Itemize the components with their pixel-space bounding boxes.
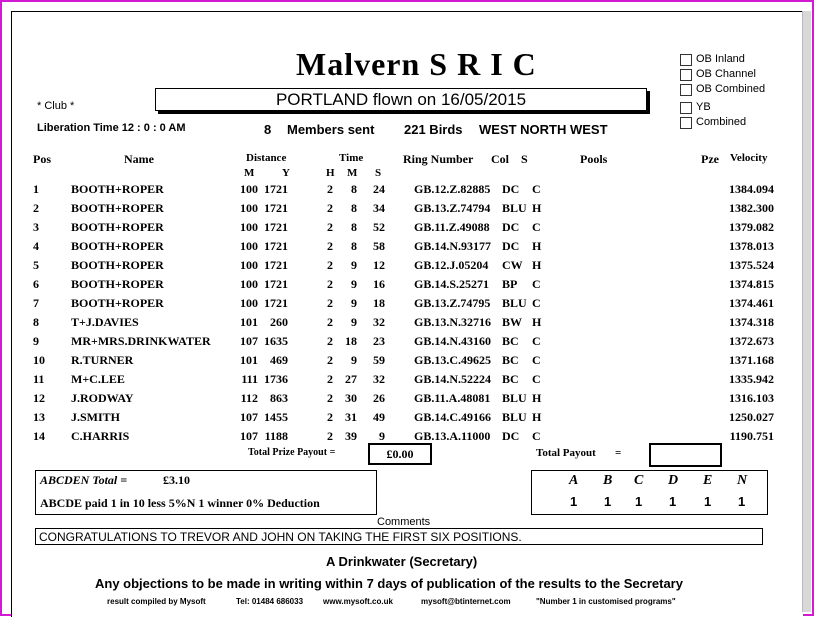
cell-colour: BC bbox=[502, 372, 519, 386]
cell-colour: BC bbox=[502, 353, 519, 367]
cell-pos: 3 bbox=[33, 220, 39, 234]
table-row bbox=[0, 372, 800, 391]
cell-ring-number: GB.12.Z.82885 bbox=[414, 182, 491, 196]
cell-distance-yards: 1721 bbox=[264, 296, 288, 310]
cell-distance-yards: 1635 bbox=[264, 334, 288, 348]
cell-name: BOOTH+ROPER bbox=[71, 296, 164, 310]
cell-pos: 7 bbox=[33, 296, 39, 310]
cell-pos: 11 bbox=[33, 372, 45, 386]
cell-colour: BLU bbox=[502, 201, 527, 215]
cell-time-minutes: 27 bbox=[345, 372, 357, 386]
cell-sex: C bbox=[532, 429, 541, 443]
cell-time-hours: 2 bbox=[327, 372, 333, 386]
cell-time-minutes: 9 bbox=[351, 315, 357, 329]
header-dist-y: Y bbox=[282, 167, 290, 179]
cell-time-hours: 2 bbox=[327, 315, 333, 329]
cell-distance-miles: 100 bbox=[240, 277, 258, 291]
option-checkbox[interactable] bbox=[680, 54, 692, 66]
cell-colour: DC bbox=[502, 239, 520, 253]
cell-ring-number: GB.14.N.52224 bbox=[414, 372, 492, 386]
header-prize: Pze bbox=[701, 152, 719, 166]
cell-name: BOOTH+ROPER bbox=[71, 182, 164, 196]
cell-pos: 13 bbox=[33, 410, 45, 424]
header-time-h: H bbox=[326, 167, 335, 179]
cell-pos: 9 bbox=[33, 334, 39, 348]
cell-time-hours: 2 bbox=[327, 296, 333, 310]
cell-ring-number: GB.11.A.48081 bbox=[414, 391, 491, 405]
cell-distance-yards: 1736 bbox=[264, 372, 288, 386]
cell-sex: C bbox=[532, 220, 541, 234]
cell-sex: H bbox=[532, 239, 542, 253]
option-label: Combined bbox=[696, 116, 747, 128]
cell-distance-miles: 112 bbox=[240, 391, 258, 405]
cell-velocity: 1190.751 bbox=[729, 429, 774, 443]
cell-sex: H bbox=[532, 391, 542, 405]
cell-name: BOOTH+ROPER bbox=[71, 239, 164, 253]
secretary-name: A Drinkwater (Secretary) bbox=[326, 554, 478, 569]
cell-time-hours: 2 bbox=[327, 429, 333, 443]
cell-distance-miles: 101 bbox=[240, 353, 258, 367]
club-label: * Club * bbox=[37, 100, 75, 112]
abcden-paid-text: ABCDE paid 1 in 10 less 5%N 1 winner 0% Deduction bbox=[40, 496, 320, 510]
cell-time-minutes: 9 bbox=[351, 353, 357, 367]
cell-sex: C bbox=[532, 182, 541, 196]
total-payout-equals: = bbox=[615, 447, 622, 459]
cell-velocity: 1250.027 bbox=[729, 410, 774, 424]
cell-velocity: 1379.082 bbox=[729, 220, 774, 234]
total-payout-label: Total Payout bbox=[536, 447, 596, 459]
header-colour: Col bbox=[491, 152, 509, 166]
abcden-total-label: ABCDEN Total = bbox=[40, 473, 128, 487]
option-label: YB bbox=[696, 101, 711, 113]
cell-time-hours: 2 bbox=[327, 220, 333, 234]
cell-distance-miles: 107 bbox=[240, 410, 258, 424]
cell-name: BOOTH+ROPER bbox=[71, 201, 164, 215]
table-row bbox=[0, 277, 800, 296]
cell-distance-yards: 1721 bbox=[264, 220, 288, 234]
cell-time-seconds: 32 bbox=[373, 315, 385, 329]
cell-time-minutes: 9 bbox=[351, 296, 357, 310]
race-title: PORTLAND flown on 16/05/2015 bbox=[155, 88, 647, 111]
header-sex: S bbox=[521, 152, 528, 166]
cell-distance-miles: 100 bbox=[240, 220, 258, 234]
cell-velocity: 1378.013 bbox=[729, 239, 774, 253]
cell-pos: 5 bbox=[33, 258, 39, 272]
cell-colour: BLU bbox=[502, 410, 527, 424]
cell-sex: C bbox=[532, 277, 541, 291]
pool-letter: E bbox=[703, 473, 713, 488]
cell-velocity: 1375.524 bbox=[729, 258, 774, 272]
liberation-time: Liberation Time 12 : 0 : 0 AM bbox=[37, 122, 186, 134]
table-row bbox=[0, 220, 800, 239]
cell-time-minutes: 8 bbox=[351, 182, 357, 196]
cell-pos: 14 bbox=[33, 429, 45, 443]
header-ring-number: Ring Number bbox=[403, 152, 474, 166]
pool-letter: B bbox=[603, 473, 613, 488]
header-dist-m: M bbox=[244, 167, 255, 179]
option-checkbox[interactable] bbox=[680, 84, 692, 96]
table-row bbox=[0, 239, 800, 258]
cell-velocity: 1316.103 bbox=[729, 391, 774, 405]
cell-velocity: 1374.461 bbox=[729, 296, 774, 310]
pool-count: 1 bbox=[570, 494, 578, 509]
total-prize-value: £0.00 bbox=[368, 443, 432, 465]
table-row bbox=[0, 353, 800, 372]
cell-ring-number: GB.13.Z.74795 bbox=[414, 296, 491, 310]
cell-time-hours: 2 bbox=[327, 258, 333, 272]
header-pools: Pools bbox=[580, 152, 608, 166]
cell-pos: 1 bbox=[33, 182, 39, 196]
table-row bbox=[0, 334, 800, 353]
cell-colour: BLU bbox=[502, 296, 527, 310]
cell-ring-number: GB.14.C.49166 bbox=[414, 410, 492, 424]
cell-colour: BW bbox=[502, 315, 523, 329]
cell-name: C.HARRIS bbox=[71, 429, 130, 443]
cell-ring-number: GB.13.C.49625 bbox=[414, 353, 492, 367]
cell-sex: H bbox=[532, 258, 542, 272]
cell-name: MR+MRS.DRINKWATER bbox=[71, 334, 211, 348]
cell-distance-yards: 1721 bbox=[264, 258, 288, 272]
cell-pos: 8 bbox=[33, 315, 39, 329]
pool-letter: C bbox=[634, 473, 644, 488]
cell-time-seconds: 32 bbox=[373, 372, 385, 386]
cell-time-seconds: 52 bbox=[373, 220, 385, 234]
cell-time-seconds: 9 bbox=[379, 429, 385, 443]
table-row bbox=[0, 201, 800, 220]
cell-time-hours: 2 bbox=[327, 391, 333, 405]
cell-time-seconds: 58 bbox=[373, 239, 385, 253]
cell-pos: 4 bbox=[33, 239, 39, 253]
cell-ring-number: GB.13.A.11000 bbox=[414, 429, 491, 443]
cell-name: BOOTH+ROPER bbox=[71, 220, 164, 234]
cell-velocity: 1374.318 bbox=[729, 315, 774, 329]
cell-distance-miles: 100 bbox=[240, 239, 258, 253]
cell-pos: 12 bbox=[33, 391, 45, 405]
cell-sex: C bbox=[532, 334, 541, 348]
cell-sex: C bbox=[532, 353, 541, 367]
cell-time-hours: 2 bbox=[327, 182, 333, 196]
cell-distance-yards: 1721 bbox=[264, 182, 288, 196]
cell-time-minutes: 8 bbox=[351, 220, 357, 234]
cell-time-minutes: 31 bbox=[345, 410, 357, 424]
cell-distance-yards: 1721 bbox=[264, 201, 288, 215]
header-distance: Distance bbox=[246, 152, 287, 164]
cell-pos: 6 bbox=[33, 277, 39, 291]
cell-distance-miles: 100 bbox=[240, 296, 258, 310]
cell-time-seconds: 49 bbox=[373, 410, 385, 424]
cell-time-seconds: 16 bbox=[373, 277, 385, 291]
pool-count: 1 bbox=[604, 494, 612, 509]
pool-letter: A bbox=[569, 473, 579, 488]
cell-time-seconds: 26 bbox=[373, 391, 385, 405]
cell-name: J.RODWAY bbox=[71, 391, 134, 405]
option-checkbox[interactable] bbox=[680, 69, 692, 81]
cell-colour: CW bbox=[502, 258, 523, 272]
cell-time-minutes: 9 bbox=[351, 277, 357, 291]
cell-time-minutes: 18 bbox=[345, 334, 357, 348]
cell-time-seconds: 23 bbox=[373, 334, 385, 348]
members-label: Members sent bbox=[287, 122, 375, 137]
cell-time-minutes: 8 bbox=[351, 201, 357, 215]
cell-velocity: 1335.942 bbox=[729, 372, 774, 386]
footer-email[interactable]: mysoft@btinternet.com bbox=[421, 597, 511, 606]
club-title: Malvern S R I C bbox=[296, 46, 537, 82]
option-checkbox[interactable] bbox=[680, 117, 692, 129]
cell-distance-miles: 100 bbox=[240, 258, 258, 272]
cell-name: R.TURNER bbox=[71, 353, 134, 367]
total-payout-value bbox=[649, 443, 722, 467]
footer-compiled: result compiled by Mysoft bbox=[107, 597, 206, 606]
header-time-s: S bbox=[375, 167, 382, 179]
cell-time-minutes: 8 bbox=[351, 239, 357, 253]
footer-telephone: Tel: 01484 686033 bbox=[236, 597, 304, 606]
cell-colour: DC bbox=[502, 429, 520, 443]
pool-letter: D bbox=[668, 473, 679, 488]
cell-ring-number: GB.12.J.05204 bbox=[414, 258, 489, 272]
pool-count: 1 bbox=[669, 494, 677, 509]
cell-distance-miles: 107 bbox=[240, 429, 258, 443]
cell-colour: DC bbox=[502, 220, 520, 234]
wind-direction: WEST NORTH WEST bbox=[479, 122, 608, 137]
footer-slogan: "Number 1 in customised programs" bbox=[536, 597, 676, 606]
cell-name: J.SMITH bbox=[71, 410, 121, 424]
table-row bbox=[0, 296, 800, 315]
cell-name: M+C.LEE bbox=[71, 372, 125, 386]
header-time-m: M bbox=[347, 167, 358, 179]
cell-distance-miles: 100 bbox=[240, 182, 258, 196]
cell-time-hours: 2 bbox=[327, 410, 333, 424]
cell-colour: DC bbox=[502, 182, 520, 196]
header-name: Name bbox=[124, 152, 154, 166]
pool-count: 1 bbox=[704, 494, 712, 509]
cell-distance-yards: 1455 bbox=[264, 410, 288, 424]
table-row bbox=[0, 391, 800, 410]
header-time: Time bbox=[339, 152, 364, 164]
cell-ring-number: GB.13.N.32716 bbox=[414, 315, 492, 329]
cell-colour: BP bbox=[502, 277, 518, 291]
cell-time-hours: 2 bbox=[327, 353, 333, 367]
cell-time-seconds: 59 bbox=[373, 353, 385, 367]
pool-count: 1 bbox=[635, 494, 643, 509]
cell-velocity: 1382.300 bbox=[729, 201, 774, 215]
cell-velocity: 1384.094 bbox=[729, 182, 774, 196]
cell-time-hours: 2 bbox=[327, 201, 333, 215]
comment-text: CONGRATULATIONS TO TREVOR AND JOHN ON TAKING THE FIRST SIX POSITIONS. bbox=[35, 528, 763, 545]
cell-ring-number: GB.13.Z.74794 bbox=[414, 201, 491, 215]
option-label: OB Inland bbox=[696, 53, 745, 65]
cell-time-hours: 2 bbox=[327, 334, 333, 348]
option-label: OB Combined bbox=[696, 83, 766, 95]
header-pos: Pos bbox=[33, 152, 51, 166]
cell-time-minutes: 9 bbox=[351, 258, 357, 272]
cell-distance-miles: 101 bbox=[240, 315, 258, 329]
cell-time-minutes: 39 bbox=[345, 429, 357, 443]
cell-distance-yards: 1721 bbox=[264, 277, 288, 291]
pools-grid bbox=[531, 470, 768, 515]
cell-ring-number: GB.14.N.93177 bbox=[414, 239, 492, 253]
cell-distance-yards: 260 bbox=[270, 315, 288, 329]
pool-letter: N bbox=[737, 473, 748, 488]
pool-count: 1 bbox=[738, 494, 746, 509]
cell-time-seconds: 34 bbox=[373, 201, 385, 215]
cell-sex: C bbox=[532, 296, 541, 310]
cell-sex: H bbox=[532, 410, 542, 424]
comments-label: Comments bbox=[377, 516, 431, 528]
cell-name: T+J.DAVIES bbox=[71, 315, 139, 329]
cell-ring-number: GB.14.S.25271 bbox=[414, 277, 490, 291]
option-checkbox[interactable] bbox=[680, 102, 692, 114]
cell-ring-number: GB.11.Z.49088 bbox=[414, 220, 490, 234]
cell-velocity: 1372.673 bbox=[729, 334, 774, 348]
table-row bbox=[0, 315, 800, 334]
table-row bbox=[0, 182, 800, 201]
cell-sex: H bbox=[532, 201, 542, 215]
members-count: 8 bbox=[264, 122, 272, 137]
cell-distance-yards: 1721 bbox=[264, 239, 288, 253]
header-velocity: Velocity bbox=[730, 152, 768, 164]
footer-website[interactable]: www.mysoft.co.uk bbox=[323, 597, 393, 606]
cell-sex: C bbox=[532, 372, 541, 386]
cell-velocity: 1374.815 bbox=[729, 277, 774, 291]
cell-time-minutes: 30 bbox=[345, 391, 357, 405]
cell-colour: BC bbox=[502, 334, 519, 348]
option-label: OB Channel bbox=[696, 68, 756, 80]
cell-pos: 10 bbox=[33, 353, 45, 367]
cell-distance-yards: 863 bbox=[270, 391, 288, 405]
cell-time-hours: 2 bbox=[327, 239, 333, 253]
cell-time-hours: 2 bbox=[327, 277, 333, 291]
vertical-scrollbar[interactable] bbox=[802, 11, 811, 612]
cell-pos: 2 bbox=[33, 201, 39, 215]
cell-ring-number: GB.14.N.43160 bbox=[414, 334, 492, 348]
total-prize-label: Total Prize Payout = bbox=[248, 447, 336, 458]
birds-count: 221 Birds bbox=[404, 122, 463, 137]
abcden-total-value: £3.10 bbox=[163, 473, 190, 487]
cell-distance-miles: 107 bbox=[240, 334, 258, 348]
cell-distance-miles: 111 bbox=[241, 372, 258, 386]
table-row bbox=[0, 410, 800, 429]
cell-distance-yards: 469 bbox=[270, 353, 288, 367]
cell-colour: BLU bbox=[502, 391, 527, 405]
cell-time-seconds: 12 bbox=[373, 258, 385, 272]
cell-distance-miles: 100 bbox=[240, 201, 258, 215]
table-row bbox=[0, 258, 800, 277]
cell-distance-yards: 1188 bbox=[264, 429, 288, 443]
cell-name: BOOTH+ROPER bbox=[71, 277, 164, 291]
cell-time-seconds: 24 bbox=[373, 182, 385, 196]
cell-velocity: 1371.168 bbox=[729, 353, 774, 367]
objections-notice: Any objections to be made in writing within 7 days of publication of the results to the Secretary bbox=[95, 576, 683, 591]
cell-name: BOOTH+ROPER bbox=[71, 258, 164, 272]
cell-time-seconds: 18 bbox=[373, 296, 385, 310]
cell-sex: H bbox=[532, 315, 542, 329]
